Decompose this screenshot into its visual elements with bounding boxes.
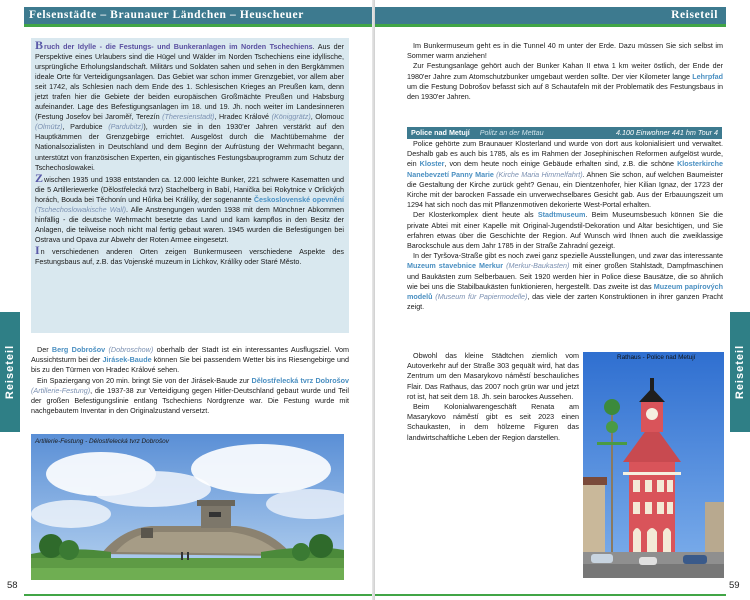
paragraph-fortress: Ein Spaziergang von 20 min. bringt Sie von der Jirásek-Baude zur Dělostřelecká tvrz Dobrošov (Artillerie-Festung), die 1937-38 zur Verteidigung gegen Hitler-Deutschland gebaut wurde und Teil der großen Befestigungslinie entlang Tschechiens Nordgrenze war. Die Festung wurde mit nachgebautem Inventar in den Originalzustand versetzt. <box>31 375 349 416</box>
paragraph-stadtmuseum: Der Klosterkomplex dient heute als Stadtmuseum. Beim Museumsbesuch können Sie die private Abtei mit einer Kapelle mit Original-Jugendstil-Dekoration und Altar besichtigen, und Sie erfahren etwas über die Geschichte der Region. Auf Wunsch wird Ihnen auch die zweiklassige Barockschule aus dem Jahr 1785 in der Straße Zahradní gezeigt. <box>407 210 723 251</box>
info-box-fortifications <box>31 38 349 333</box>
body-text-bunker <box>407 41 723 133</box>
place-name: Police nad Metují <box>411 128 470 137</box>
side-tab-reiseteil[interactable]: Reiseteil <box>0 312 20 432</box>
paragraph-renata: Beim Kolonialwarengeschäft Renata am Masarykovo náměstí gibt es seit 2023 einen Schaukasten, in dem hölzerne Figuren das landwirtschaftliche Leben der Region darstellen. <box>407 402 579 442</box>
place-subtitle: Politz an der Mettau <box>479 128 544 137</box>
box-paragraph-3: In verschiedenen anderen Orten zeigen Bunkermuseen verschiedene Aspekte des Festungsbaus auf, z.B. das Vojenské muzeum in Lichkov, Králíky oder Staré Město. <box>35 242 344 266</box>
photo-caption: Artillerie-Festung - Dělostřelecká tvrz Dobrošov <box>35 438 169 445</box>
paragraph-museums: In der Tyršova-Straße gibt es noch zwei ganz spezielle Ausstellungen, und zwar das interessante Muzeum stavebnice Merkur (Merkur-Baukasten) mit einer großen Stahlstadt, Dampfmaschinen und Baukästen zum Selberbauen. Seit 1920 werden hier in Police diese Bausätze, die so ähnlich wie bei uns die Stabilbaukästen funktionieren, hergestellt. Das zweite ist das Muzeum papírových modelů (Museum für Papiermodelle), das viele der zarten Konstruktionen in ihrer ganzen Pracht zeigt. <box>407 251 723 312</box>
photo-caption: Rathaus - Police nad Metují <box>617 354 696 361</box>
town-hall-illustration <box>583 352 724 578</box>
page-number: 59 <box>729 580 740 591</box>
place-info: 4.100 Einwohner 441 hm Tour 4 <box>615 128 718 137</box>
drop-cap: I <box>35 242 40 257</box>
running-header-right: Reiseteil <box>375 7 726 24</box>
page-number: 58 <box>7 580 18 591</box>
paragraph-rathaus: Obwohl das kleine Städtchen ziemlich vom Autoverkehr auf der Straße 303 gequält wird, hat das Zentrum um den Masarykovo náměstí beschauliches Flair. Das Rathaus, das 2007 noch grün war und jetzt rot ist, hat seit dem 18. Jh. sein barockes Aussehen. <box>407 351 579 401</box>
paragraph-dobrosov: Der Berg Dobrošov (Dobroschow) oberhalb der Stadt ist ein interessantes Ausflugsziel. Vom Aussichtsturm bei der Jirásek-Baude können Sie bei passendem Wetter bis ins Riesengebirge und bis zu den Türmen von Hradec Králové sehen. <box>31 345 349 375</box>
photo-town-hall <box>583 352 724 578</box>
paragraph-kloster: Police gehörte zum Braunauer Klosterland und wurde von dort aus kolonialisiert und verwaltet. Deshalb gab es auch bis 1785, als es im Rahmen der Josephinischen Reformen aufgelöst wurde, ein Kloster, von dem heute noch einige Gebäude erhalten sind, z.B. die schöne Klosterkirche Nanebevzetí Panny Marie (Kirche Maria Himmelfahrt). Ahnen Sie schon, auf welchen Baumeister die Gestaltung der Kirche zurück geht? Genau, ein Dientzenhofer, hier Kilian Ignaz, der 1723 der Kirche mit der barocken Fassade ein unverwechselbares Gesicht gab. Aus der Erbauungszeit um 1294 hat sich noch das mit Pflanzenmotiven dekorierte West-Portal erhalten. <box>407 139 723 210</box>
box-paragraph-2: Zwischen 1935 und 1938 entstanden ca. 12.000 leichte Bunker, 221 schwere Kasematten und die 5 Artilleriewerke (Dělostřelecká tvrz) Stachelberg in Babí, Hanička bei Rokytnice v Orlických horách, Bouda bei Těchonín und Hůrka bei Králíky, der sogenannte Československé opevnění (Tschechoslowakische Wall). Alle Anstrengungen wurden 1938 mit dem Münchner Abkommen hinfällig - die deutsche Wehrmacht besetzte das Land und kam kampflos in den Besitz der Anlagen, die teilweise noch nicht mal fertig gebaut waren. 1945 wurden die Befestigungen bei Ostrava und Opava zur Abwehr der Roten Armee eingesetzt. <box>35 170 344 244</box>
drop-cap: B <box>35 38 44 52</box>
footer-rule <box>24 594 375 596</box>
footer-rule <box>375 594 726 596</box>
fortress-illustration <box>31 434 344 580</box>
running-header-left: Felsenstädte – Braunauer Ländchen – Heuscheuer <box>24 7 375 24</box>
header-rule <box>24 24 375 27</box>
box-lead: ruch der Idylle - die Festungs- und Bunkeranlagen im Norden Tschechiens <box>44 42 313 51</box>
photo-artillery-fortress <box>31 434 344 580</box>
box-paragraph-1: Bruch der Idylle - die Festungs- und Bunkeranlagen im Norden Tschechiens. Aus der Perspektive eines Urlaubers sind die Hügel und Wälder im Norden Tschechiens eine idyllische, ursprüngliche Erholungslandschaft. Militärs und Soldaten sahen und sehen in den Bergkämmen ideale Orte für Verteidigungsanlagen. Das Gebiet war schon immer Grenzgebiet, vor allem aber seit 1742, als Schlesien nach dem Ende des 1. Schlesischen Krieges an Preußen kam, denn jetzt trafen hier die Gebiete der beiden europäischen Großmächte Preußen und Habsburg aufeinander. Lage des Befestigungsanlagen im 18. und 19. Jh. noch weiter im Landesinneren (Festung Josefov bei Jaroměř, Terezín (Theresienstadt), Hradec Králové (Königgrätz), Olomouc (Olmütz), Pardubice (Pardubitz)), wurden sie in den 1930'er Jahren verstärkt auf den Hauptkämmen der Grenzgebirge errichtet. Ausgelöst durch die Machtübernahme der Nationalsozialisten in Deutschland und dem Beginn der Aufrüstung der Wehrmacht begann, unterstützt von französischen Experten, ein gigantisches Festungsbauprogramm zum Schutz der Tschechoslowakei. <box>35 38 344 172</box>
drop-cap: Z <box>35 170 44 185</box>
paragraph-kahan: Zur Festungsanlage gehört auch der Bunker Kahan II etwa 1 km weiter östlich, der Ende der 1980'er Jahre zum Atomschutzbunker umgebaut werden sollte. Der vier Kilometer lange Lehrpfad um die Festung Dobrošov befasst sich auf 8 Schautafeln mit der Problematik des Festungsbaus in den 1930'er Jahren. <box>407 61 723 102</box>
body-text-left <box>31 345 349 435</box>
body-text-police <box>407 139 723 351</box>
side-tab-reiseteil[interactable]: Reiseteil <box>730 312 750 432</box>
body-text-town <box>407 351 579 579</box>
right-page <box>375 0 750 600</box>
paragraph-bunker-museum: Im Bunkermuseum geht es in die Tunnel 40 m unter der Erde. Dazu müssen Sie sich selbst im Sommer warm anziehen! <box>407 41 723 61</box>
header-rule <box>375 24 726 27</box>
place-header-police <box>407 127 722 139</box>
